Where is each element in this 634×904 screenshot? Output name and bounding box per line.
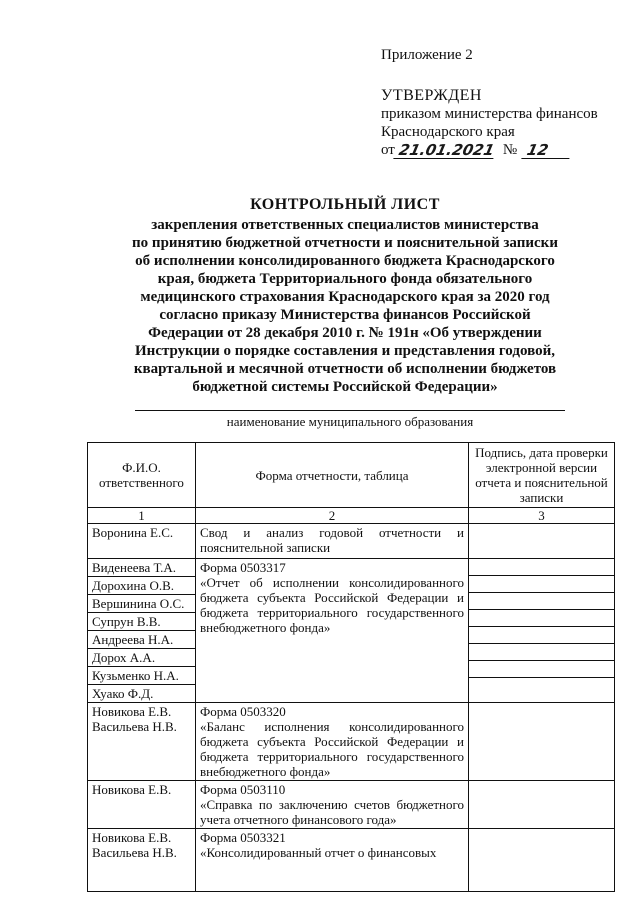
signature-slot[interactable] (469, 559, 614, 576)
title-line: об исполнении консолидированного бюджета Краснодарского (135, 253, 555, 269)
form-cell (196, 781, 469, 829)
title-line: квартальной и месячной отчетности об исполнении бюджетов (133, 361, 557, 377)
table-header-row (88, 443, 615, 508)
signature-cell[interactable] (469, 829, 615, 892)
signature-slot[interactable] (469, 576, 614, 593)
approved-heading: УТВЕРЖДЕН (381, 87, 482, 104)
title-line: края, бюджета Территориального фонда обязательного (157, 271, 533, 287)
title-line: закрепления ответственных специалистов министерства (151, 217, 539, 233)
approval-block (381, 87, 598, 159)
header-responsible: Ф.И.О. ответственного (88, 443, 196, 508)
responsible-cell (88, 703, 196, 781)
table-row (88, 829, 615, 892)
table-row (88, 559, 615, 703)
signature-cell[interactable] (469, 559, 615, 703)
table-number-row (88, 508, 615, 524)
responsible-name: Хуако Ф.Д. (92, 686, 154, 701)
table-row (88, 781, 615, 829)
signature-slot[interactable] (469, 610, 614, 627)
form-description: «Справка по заключению счетов бюджетного учета отчетного финансового года» (200, 797, 464, 827)
table-row (88, 703, 615, 781)
handwritten-number: 12 (521, 143, 572, 159)
title-line: по принятию бюджетной отчетности и пояснительной записки (132, 235, 558, 251)
form-description: «Отчет об исполнении консолидированного бюджета субъекта Российской Федерации и бюджета территориального государственного внебюджетного фонда» (200, 575, 464, 635)
signature-slot[interactable] (469, 644, 614, 661)
responsible-name: Новикова Е.В. (92, 830, 172, 845)
responsible-name: Виденеева Т.А. (88, 559, 195, 577)
form-cell (196, 829, 469, 892)
responsible-name: Дорох А.А. (88, 649, 195, 667)
responsible-name: Вершинина О.С. (88, 595, 195, 613)
signature-cell[interactable] (469, 524, 615, 559)
title-heading: КОНТРОЛЬНЫЙ ЛИСТ (250, 196, 440, 213)
title-line: согласно приказу Министерства финансов Российской (159, 307, 531, 323)
signature-slot[interactable] (469, 593, 614, 610)
title-line: бюджетной системы Российской Федерации» (192, 379, 498, 395)
header-form: Форма отчетности, таблица (196, 443, 469, 508)
form-code: Форма 0503320 (200, 704, 286, 719)
responsible-name: Васильева Н.В. (92, 845, 177, 860)
responsible-cell (88, 829, 196, 892)
col-number-1: 1 (88, 508, 196, 524)
responsible-name: Андреева Н.А. (88, 631, 195, 649)
control-table (87, 442, 615, 892)
municipality-fill-line (135, 410, 565, 411)
responsible-name: Кузьменко Н.А. (88, 667, 195, 685)
form-cell (196, 559, 469, 703)
form-description: Свод и анализ годовой отчетности и пояснительной записки (200, 525, 464, 555)
col-number-2: 2 (196, 508, 469, 524)
col-number-3: 3 (469, 508, 615, 524)
table-row (88, 524, 615, 559)
title-line: Инструкции о порядке составления и представления годовой, (135, 343, 555, 359)
appendix-label: Приложение 2 (381, 47, 473, 63)
responsible-name: Дорохина О.В. (88, 577, 195, 595)
form-description: «Баланс исполнения консолидированного бюджета субъекта Российской Федерации и бюджета территориального государственного внебюджетного фонда» (200, 719, 464, 779)
approved-line-2: Краснодарского края (381, 124, 515, 140)
form-cell (196, 524, 469, 559)
header-signature: Подпись, дата проверки электронной версии отчета и пояснительной записки (469, 443, 615, 508)
responsible-cell (88, 524, 196, 559)
title-line: Федерации от 28 декабря 2010 г. № 191н «Об утверждении (148, 325, 542, 341)
form-cell (196, 703, 469, 781)
responsible-name: Новикова Е.В. (92, 782, 172, 797)
handwritten-date: 21.01.2021 (393, 143, 496, 159)
title-line: медицинского страхования Краснодарского края за 2020 год (140, 289, 550, 305)
responsible-cell (88, 781, 196, 829)
approved-line-1: приказом министерства финансов (381, 106, 598, 122)
signature-cell[interactable] (469, 703, 615, 781)
signature-slot[interactable] (469, 627, 614, 644)
form-code: Форма 0503110 (200, 782, 286, 797)
signature-cell[interactable] (469, 781, 615, 829)
order-date-number (381, 141, 598, 159)
responsible-name: Васильева Н.В. (92, 719, 177, 734)
responsible-name: Воронина Е.С. (92, 525, 174, 540)
signature-slot[interactable] (469, 678, 614, 694)
responsible-cell (88, 559, 196, 703)
form-code: Форма 0503317 (200, 560, 286, 575)
municipality-caption: наименование муниципального образования (226, 414, 474, 429)
signature-slot[interactable] (469, 661, 614, 678)
document-title (110, 196, 580, 396)
form-description: «Консолидированный отчет о финансовых (200, 845, 437, 860)
number-prefix: № (502, 142, 518, 158)
responsible-name: Новикова Е.В. (92, 704, 172, 719)
responsible-name: Супрун В.В. (88, 613, 195, 631)
date-prefix: от (381, 142, 395, 158)
form-code: Форма 0503321 (200, 830, 286, 845)
